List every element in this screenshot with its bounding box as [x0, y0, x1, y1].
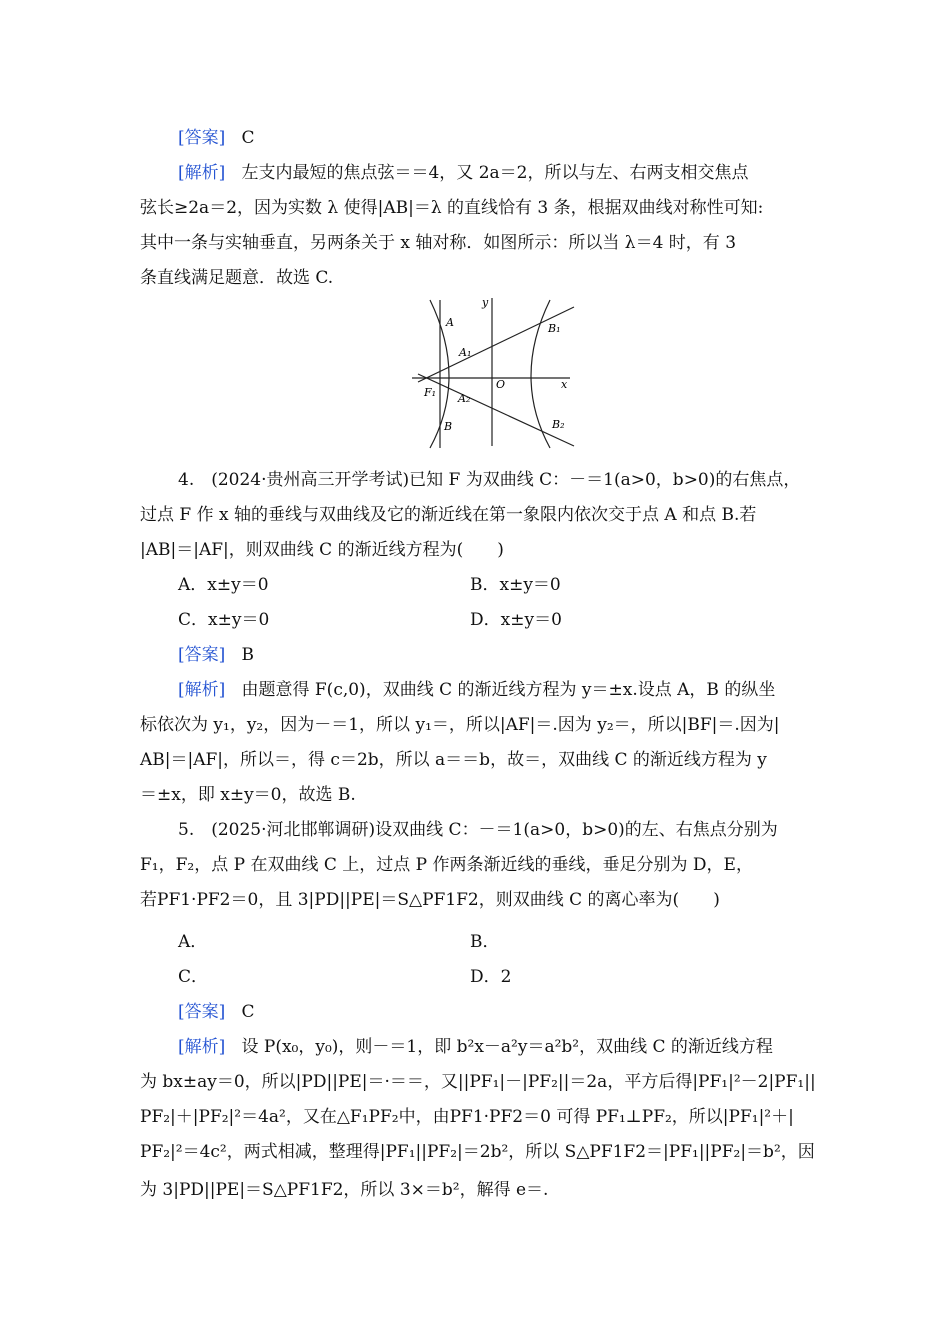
analysis-line: 条直线满足题意．故选 C. [140, 268, 334, 288]
analysis-line: 为 3|PD||PE|＝S△PF1F2，所以 3×＝b²，解得 e＝. [140, 1180, 549, 1200]
label-F1: F₁ [424, 386, 437, 399]
option-d: D．2 [470, 967, 512, 987]
answer-tag: [答案] [178, 645, 226, 665]
analysis-text: 由题意得 F(c,0)，双曲线 C 的渐近线方程为 y＝±x.设点 A，B 的纵坐 [241, 680, 776, 700]
label-O: O [496, 378, 506, 391]
label-A: A [446, 316, 454, 329]
answer-line [178, 126, 858, 150]
analysis-line: PF₂|＋|PF₂|²＝4a²，又在△F₁PF₂中，由PF1·PF2＝0 可得 PF₁⊥PF₂，所以|PF₁|²＋| [140, 1107, 794, 1127]
answer-value: C [241, 1002, 255, 1022]
answer-line [178, 643, 858, 667]
answer-tag: [答案] [178, 1002, 226, 1022]
analysis-line [178, 161, 858, 185]
answer-value: C [241, 128, 255, 148]
analysis-tag: [解析] [178, 163, 226, 183]
analysis-line: 弦长≥2a＝2，因为实数 λ 使得|AB|＝λ 的直线恰有 3 条，根据双曲线对称性可知: [140, 198, 764, 218]
question-line: 过点 F 作 x 轴的垂线与双曲线及它的渐近线在第一象限内依次交于点 A 和点 B.若 [140, 505, 757, 525]
option-d: D．x±y＝0 [470, 610, 562, 630]
analysis-tag: [解析] [178, 1037, 226, 1057]
question-line: 4. (2024·贵州高三开学考试)已知 F 为双曲线 C：－＝1(a>0，b>0)的右焦点， [178, 470, 801, 490]
label-B: B [444, 420, 453, 433]
analysis-line: PF₂|²＝4c²，两式相减，整理得|PF₁||PF₂|＝2b²，所以 S△PF1F2＝|PF₁||PF₂|＝b²，因 [140, 1142, 815, 1162]
label-A1: A₁ [459, 346, 472, 359]
option-c: C．x±y＝0 [178, 610, 270, 630]
question-line: |AB|＝|AF|，则双曲线 C 的渐近线方程为( ) [140, 540, 504, 560]
analysis-line [178, 678, 858, 702]
hyperbola-figure [410, 296, 585, 454]
analysis-line: 其中一条与实轴垂直，另两条关于 x 轴对称．如图所示：所以当 λ＝4 时，有 3 [140, 233, 737, 253]
answer-value: B [241, 645, 254, 665]
option-a: A．x±y＝0 [178, 575, 269, 595]
answer-tag: [答案] [178, 128, 226, 148]
question-line: 5. (2025·河北邯郸调研)设双曲线 C：－＝1(a>0，b>0)的左、右焦点分别为 [178, 820, 778, 840]
option-c: C． [178, 967, 209, 987]
question-line: F₁，F₂，点 P 在双曲线 C 上，过点 P 作两条渐近线的垂线，垂足分别为 D，E， [140, 855, 753, 875]
option-b: B． [470, 932, 500, 952]
analysis-text: 左支内最短的焦点弦＝＝4，又 2a＝2，所以与左、右两支相交焦点 [241, 163, 749, 183]
analysis-tag: [解析] [178, 680, 226, 700]
analysis-line: AB|＝|AF|，所以＝，得 c＝2b，所以 a＝＝b，故＝，双曲线 C 的渐近线方程为 y [140, 750, 767, 770]
analysis-text: 设 P(x₀，y₀)，则－＝1，即 b²x－a²y＝a²b²，双曲线 C 的渐近线方程 [241, 1037, 773, 1057]
label-B2: B₂ [552, 418, 565, 431]
analysis-line [178, 1035, 858, 1059]
label-y: y [482, 296, 489, 309]
analysis-line: ＝±x，即 x±y＝0，故选 B. [140, 785, 356, 805]
line-F1-B1 [418, 307, 574, 382]
option-a: A． [178, 932, 208, 952]
analysis-line: 为 bx±ay＝0，所以|PD||PE|＝·＝＝，又||PF₁|－|PF₂||＝2a，平方后得|PF₁|²－2|PF₁|| [140, 1072, 816, 1092]
label-B1: B₁ [548, 322, 561, 335]
label-A2: A₂ [458, 392, 471, 405]
answer-line [178, 1000, 858, 1024]
analysis-line: 标依次为 y₁，y₂，因为－＝1，所以 y₁＝，所以|AF|＝.因为 y₂＝，所以|BF|＝.因为| [140, 715, 780, 735]
option-b: B．x±y＝0 [470, 575, 561, 595]
question-line: 若PF1·PF2＝0，且 3|PD||PE|＝S△PF1F2，则双曲线 C 的离心率为( ) [140, 890, 720, 910]
label-x: x [561, 378, 568, 391]
